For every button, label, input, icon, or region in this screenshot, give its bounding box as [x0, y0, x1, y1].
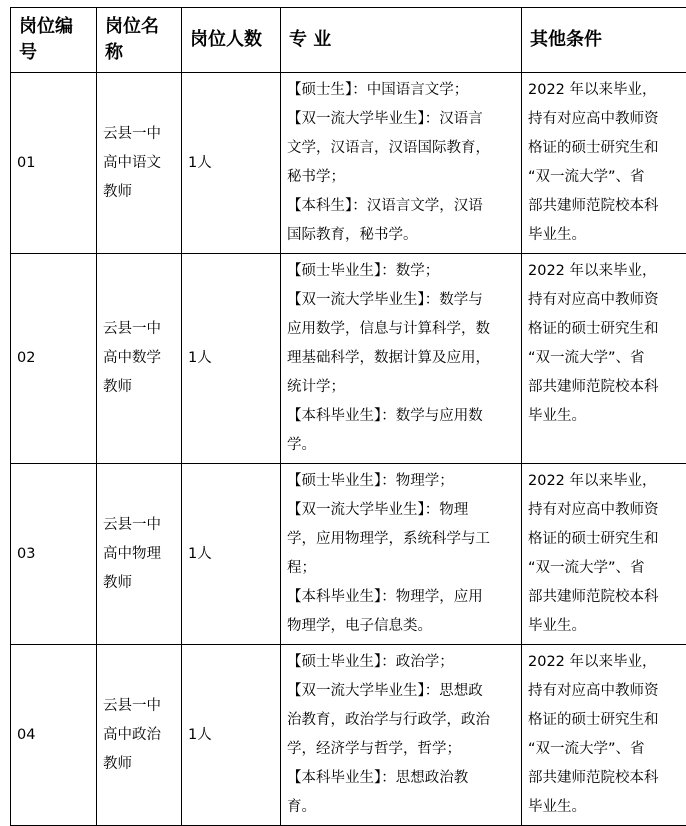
cell-other-conditions: [522, 73, 686, 254]
text-line: 格证的硕士研究生和: [528, 525, 680, 554]
positions-table: [10, 7, 686, 826]
header-position-count: 岗位人数: [182, 8, 281, 73]
text-line: 【本科毕业生】：物理学，应用: [287, 583, 515, 612]
text-line: 持有对应高中教师资: [528, 677, 680, 706]
cell-position-count: 1人: [182, 73, 281, 254]
text-line: 【双一流大学毕业生】：思想政: [287, 677, 515, 706]
text-line: 教师: [103, 373, 175, 402]
text-line: 云县一中: [103, 692, 175, 721]
text-line: 持有对应高中教师资: [528, 496, 680, 525]
cell-other-conditions: [522, 645, 686, 826]
text-line: 秘书学；: [287, 163, 515, 192]
cell-other-conditions: [522, 254, 686, 464]
table-row: [11, 73, 686, 254]
cell-position-count: 1人: [182, 645, 281, 826]
text-line: 【双一流大学毕业生】：汉语言: [287, 105, 515, 134]
cell-position-count: 1人: [182, 464, 281, 645]
text-line: 高中语文: [103, 149, 175, 178]
cell-major: [281, 254, 522, 464]
text-line: 2022 年以来毕业，: [528, 76, 680, 105]
text-line: “双一流大学”、省: [528, 735, 680, 764]
text-line: 【双一流大学毕业生】：物理: [287, 496, 515, 525]
text-line: 格证的硕士研究生和: [528, 706, 680, 735]
text-line: 持有对应高中教师资: [528, 105, 680, 134]
text-line: 2022 年以来毕业，: [528, 467, 680, 496]
text-line: 学，经济学与哲学，哲学；: [287, 735, 515, 764]
text-line: 2022 年以来毕业，: [528, 257, 680, 286]
text-line: 【本科毕业生】：数学与应用数: [287, 402, 515, 431]
cell-position-code: 03: [11, 464, 97, 645]
text-line: 【硕士毕业生】：数学；: [287, 257, 515, 286]
cell-position-count: 1人: [182, 254, 281, 464]
text-line: 格证的硕士研究生和: [528, 134, 680, 163]
cell-major: [281, 645, 522, 826]
text-line: 毕业生。: [528, 402, 680, 431]
text-line: 云县一中: [103, 315, 175, 344]
cell-position-name: [97, 254, 182, 464]
text-line: 教师: [103, 178, 175, 207]
cell-position-code: 02: [11, 254, 97, 464]
text-line: 理基础科学，数据计算及应用，: [287, 344, 515, 373]
text-line: 【硕士毕业生】：政治学；: [287, 648, 515, 677]
text-line: 毕业生。: [528, 793, 680, 822]
header-row: [11, 8, 686, 73]
cell-position-code: 04: [11, 645, 97, 826]
text-line: 育。: [287, 793, 515, 822]
text-line: 学，应用物理学，系统科学与工: [287, 525, 515, 554]
text-line: 治教育，政治学与行政学，政治: [287, 706, 515, 735]
text-line: 毕业生。: [528, 612, 680, 641]
text-line: 部共建师范院校本科: [528, 373, 680, 402]
text-line: 应用数学，信息与计算科学，数: [287, 315, 515, 344]
cell-major: [281, 73, 522, 254]
header-position-code: 岗位编号: [11, 8, 97, 73]
text-line: 学。: [287, 431, 515, 460]
text-line: 云县一中: [103, 511, 175, 540]
cell-position-name: [97, 464, 182, 645]
text-line: 毕业生。: [528, 221, 680, 250]
text-line: “双一流大学”、省: [528, 344, 680, 373]
table-row: [11, 254, 686, 464]
text-line: 国际教育，秘书学。: [287, 221, 515, 250]
text-line: 持有对应高中教师资: [528, 286, 680, 315]
header-position-name: 岗位名称: [97, 8, 182, 73]
text-line: 物理学，电子信息类。: [287, 612, 515, 641]
text-line: 部共建师范院校本科: [528, 192, 680, 221]
text-line: 云县一中: [103, 120, 175, 149]
text-line: 程；: [287, 554, 515, 583]
text-line: 【本科生】：汉语言文学，汉语: [287, 192, 515, 221]
cell-major: [281, 464, 522, 645]
text-line: 部共建师范院校本科: [528, 764, 680, 793]
text-line: 高中物理: [103, 540, 175, 569]
cell-position-name: [97, 645, 182, 826]
cell-other-conditions: [522, 464, 686, 645]
text-line: 统计学；: [287, 373, 515, 402]
text-line: “双一流大学”、省: [528, 554, 680, 583]
text-line: 2022 年以来毕业，: [528, 648, 680, 677]
text-line: 教师: [103, 750, 175, 779]
cell-position-name: [97, 73, 182, 254]
text-line: 【本科毕业生】：思想政治教: [287, 764, 515, 793]
text-line: 教师: [103, 569, 175, 598]
table-row: [11, 464, 686, 645]
text-line: “双一流大学”、省: [528, 163, 680, 192]
header-major: 专 业: [281, 8, 522, 73]
text-line: 【双一流大学毕业生】：数学与: [287, 286, 515, 315]
cell-position-code: 01: [11, 73, 97, 254]
text-line: 部共建师范院校本科: [528, 583, 680, 612]
text-line: 【硕士毕业生】：物理学；: [287, 467, 515, 496]
text-line: 高中数学: [103, 344, 175, 373]
text-line: 格证的硕士研究生和: [528, 315, 680, 344]
table-row: [11, 645, 686, 826]
text-line: 高中政治: [103, 721, 175, 750]
text-line: 文学，汉语言，汉语国际教育，: [287, 134, 515, 163]
text-line: 【硕士生】：中国语言文学；: [287, 76, 515, 105]
header-other-conditions: 其他条件: [522, 8, 686, 73]
